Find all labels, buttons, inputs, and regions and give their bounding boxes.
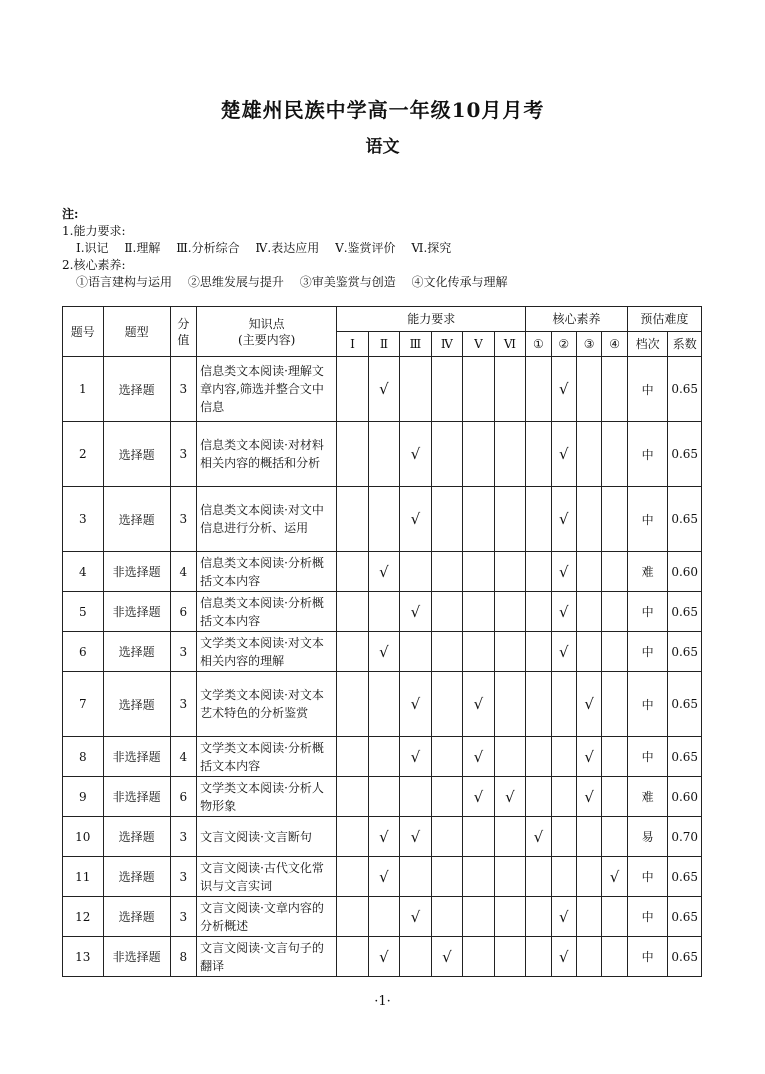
- question-number-cell: 12: [63, 897, 104, 937]
- question-type-cell: 选择题: [103, 422, 170, 487]
- ability-cell: [337, 632, 368, 672]
- ability-item: Ⅱ.理解: [124, 241, 161, 255]
- question-number-cell: 9: [63, 777, 104, 817]
- core-cell: [526, 487, 551, 552]
- ability-cell: [431, 357, 462, 422]
- core-check-mark: √: [551, 422, 576, 487]
- ability-cell: [337, 937, 368, 977]
- header-score-line2: 值: [177, 332, 190, 347]
- ability-check-mark: √: [400, 592, 431, 632]
- subject-title: 语文: [365, 137, 400, 157]
- difficulty-level-cell: 难: [627, 777, 668, 817]
- difficulty-level-cell: 中: [627, 897, 668, 937]
- question-type-cell: 选择题: [103, 817, 170, 857]
- header-score: [170, 307, 196, 357]
- core-check-mark: √: [576, 777, 601, 817]
- question-number-cell: 13: [63, 937, 104, 977]
- question-type-cell: 选择题: [103, 487, 170, 552]
- table-row: [63, 737, 702, 777]
- ability-cell: [463, 422, 494, 487]
- question-number-cell: 10: [63, 817, 104, 857]
- core-list: [62, 274, 508, 291]
- ability-cell: [431, 487, 462, 552]
- ability-cell: [431, 592, 462, 632]
- core-cell: [576, 632, 601, 672]
- header-knowledge-line1: 知识点: [248, 316, 285, 331]
- question-number-cell: 6: [63, 632, 104, 672]
- question-type-cell: 非选择题: [103, 592, 170, 632]
- ability-col-header: Ⅳ: [431, 332, 462, 357]
- table-row: [63, 357, 702, 422]
- difficulty-coef-cell: 0.65: [668, 422, 702, 487]
- score-cell: 3: [170, 357, 196, 422]
- core-cell: [576, 817, 601, 857]
- ability-col-header: Ⅱ: [368, 332, 399, 357]
- knowledge-point-cell: 信息类文本阅读·分析概括文本内容: [197, 592, 337, 632]
- ability-cell: [494, 357, 526, 422]
- core-check-mark: √: [526, 817, 551, 857]
- core-cell: [551, 737, 576, 777]
- ability-check-mark: √: [400, 817, 431, 857]
- difficulty-level-cell: 中: [627, 857, 668, 897]
- core-cell: [602, 357, 627, 422]
- score-cell: 3: [170, 422, 196, 487]
- core-cell: [526, 552, 551, 592]
- core-cell: [526, 857, 551, 897]
- core-cell: [602, 777, 627, 817]
- ability-check-mark: √: [368, 357, 399, 422]
- ability-cell: [368, 737, 399, 777]
- table-body: [63, 357, 702, 977]
- question-number-cell: 3: [63, 487, 104, 552]
- question-number-cell: 5: [63, 592, 104, 632]
- score-cell: 8: [170, 937, 196, 977]
- ability-item: Ⅳ.表达应用: [255, 241, 320, 255]
- core-cell: [576, 422, 601, 487]
- core-cell: [526, 632, 551, 672]
- core-cell: [526, 672, 551, 737]
- ability-cell: [463, 937, 494, 977]
- ability-cell: [494, 897, 526, 937]
- knowledge-point-cell: 信息类文本阅读·对材料相关内容的概括和分析: [197, 422, 337, 487]
- core-check-mark: √: [551, 357, 576, 422]
- ability-check-mark: √: [368, 817, 399, 857]
- core-check-mark: √: [551, 552, 576, 592]
- header-core: 核心素养: [526, 307, 628, 332]
- ability-col-header: Ⅲ: [400, 332, 431, 357]
- difficulty-coef-cell: 0.65: [668, 672, 702, 737]
- core-cell: [576, 357, 601, 422]
- knowledge-point-cell: 文学类文本阅读·分析人物形象: [197, 777, 337, 817]
- table-row: [63, 422, 702, 487]
- ability-cell: [337, 422, 368, 487]
- ability-cell: [368, 777, 399, 817]
- ability-check-mark: √: [400, 897, 431, 937]
- core-col-header: ④: [602, 332, 627, 357]
- difficulty-level-cell: 难: [627, 552, 668, 592]
- core-col-header: ②: [551, 332, 576, 357]
- table-row: [63, 672, 702, 737]
- ability-cell: [337, 672, 368, 737]
- table-row: [63, 552, 702, 592]
- difficulty-level-cell: 中: [627, 487, 668, 552]
- ability-list: [62, 240, 508, 257]
- core-check-mark: √: [551, 592, 576, 632]
- difficulty-coef-cell: 0.65: [668, 937, 702, 977]
- core-check-mark: √: [602, 857, 627, 897]
- core-cell: [576, 937, 601, 977]
- core-cell: [576, 897, 601, 937]
- difficulty-level-cell: 易: [627, 817, 668, 857]
- knowledge-point-cell: 文言文阅读·古代文化常识与文言实词: [197, 857, 337, 897]
- core-check-mark: √: [551, 937, 576, 977]
- ability-cell: [494, 937, 526, 977]
- ability-check-mark: √: [368, 857, 399, 897]
- ability-cell: [463, 632, 494, 672]
- core-cell: [602, 672, 627, 737]
- ability-col-header: Ⅵ: [494, 332, 526, 357]
- ability-cell: [337, 592, 368, 632]
- knowledge-point-cell: 信息类文本阅读·分析概括文本内容: [197, 552, 337, 592]
- knowledge-point-cell: 文言文阅读·文章内容的分析概述: [197, 897, 337, 937]
- ability-check-mark: √: [463, 777, 494, 817]
- ability-cell: [368, 422, 399, 487]
- page-title: 楚雄州民族中学高一年级10月月考: [220, 98, 545, 122]
- question-type-cell: 选择题: [103, 857, 170, 897]
- difficulty-coef-cell: 0.60: [668, 777, 702, 817]
- ability-cell: [463, 897, 494, 937]
- ability-item: Ⅰ.识记: [76, 241, 109, 255]
- ability-cell: [337, 897, 368, 937]
- question-number-cell: 7: [63, 672, 104, 737]
- header-difficulty: 预估难度: [627, 307, 701, 332]
- ability-cell: [431, 777, 462, 817]
- ability-cell: [431, 897, 462, 937]
- question-number-cell: 1: [63, 357, 104, 422]
- core-cell: [602, 552, 627, 592]
- question-type-cell: 非选择题: [103, 737, 170, 777]
- table-row: [63, 632, 702, 672]
- question-number-cell: 4: [63, 552, 104, 592]
- core-check-mark: √: [551, 632, 576, 672]
- difficulty-coef-cell: 0.65: [668, 632, 702, 672]
- ability-cell: [431, 737, 462, 777]
- core-item: ④文化传承与理解: [411, 275, 508, 289]
- difficulty-coef-cell: 0.65: [668, 592, 702, 632]
- core-cell: [551, 777, 576, 817]
- knowledge-point-cell: 文学类文本阅读·对文本艺术特色的分析鉴赏: [197, 672, 337, 737]
- ability-check-mark: √: [368, 552, 399, 592]
- core-cell: [526, 737, 551, 777]
- ability-cell: [463, 857, 494, 897]
- question-number-cell: 11: [63, 857, 104, 897]
- ability-cell: [431, 817, 462, 857]
- knowledge-point-cell: 信息类文本阅读·对文中信息进行分析、运用: [197, 487, 337, 552]
- score-cell: 3: [170, 817, 196, 857]
- ability-cell: [494, 632, 526, 672]
- ability-cell: [400, 632, 431, 672]
- difficulty-level-cell: 中: [627, 357, 668, 422]
- knowledge-point-cell: 信息类文本阅读·理解文章内容,筛选并整合文中信息: [197, 357, 337, 422]
- ability-cell: [400, 357, 431, 422]
- ability-cell: [431, 632, 462, 672]
- header-num: 题号: [63, 307, 104, 357]
- score-cell: 4: [170, 552, 196, 592]
- question-number-cell: 2: [63, 422, 104, 487]
- core-cell: [526, 777, 551, 817]
- ability-cell: [400, 937, 431, 977]
- score-cell: 3: [170, 857, 196, 897]
- difficulty-coef-cell: 0.65: [668, 487, 702, 552]
- difficulty-level-cell: 中: [627, 632, 668, 672]
- ability-cell: [368, 897, 399, 937]
- ability-cell: [494, 672, 526, 737]
- difficulty-coef-cell: 0.65: [668, 357, 702, 422]
- ability-cell: [368, 592, 399, 632]
- ability-cell: [431, 552, 462, 592]
- knowledge-point-cell: 文学类文本阅读·对文本相关内容的理解: [197, 632, 337, 672]
- core-check-mark: √: [551, 487, 576, 552]
- question-table: [62, 306, 702, 977]
- difficulty-level-cell: 中: [627, 672, 668, 737]
- core-check-mark: √: [576, 737, 601, 777]
- ability-cell: [463, 592, 494, 632]
- difficulty-level-cell: 中: [627, 937, 668, 977]
- knowledge-point-cell: 文言文阅读·文言句子的翻译: [197, 937, 337, 977]
- difficulty-coef-cell: 0.70: [668, 817, 702, 857]
- difficulty-coef-cell: 0.65: [668, 897, 702, 937]
- ability-check-mark: √: [494, 777, 526, 817]
- ability-col-header: Ⅰ: [337, 332, 368, 357]
- core-check-mark: √: [576, 672, 601, 737]
- table-row: [63, 897, 702, 937]
- core-item: ②思维发展与提升: [187, 275, 284, 289]
- ability-check-mark: √: [368, 632, 399, 672]
- question-type-cell: 选择题: [103, 897, 170, 937]
- ability-cell: [400, 552, 431, 592]
- core-cell: [526, 357, 551, 422]
- difficulty-coef-cell: 0.65: [668, 857, 702, 897]
- ability-cell: [463, 357, 494, 422]
- header-score-line1: 分: [177, 316, 190, 331]
- ability-cell: [494, 552, 526, 592]
- knowledge-point-cell: 文言文阅读·文言断句: [197, 817, 337, 857]
- core-cell: [551, 857, 576, 897]
- header-type: 题型: [103, 307, 170, 357]
- ability-cell: [337, 737, 368, 777]
- difficulty-coef-cell: 0.65: [668, 737, 702, 777]
- score-cell: 3: [170, 632, 196, 672]
- core-item: ①语言建构与运用: [76, 275, 173, 289]
- score-cell: 6: [170, 592, 196, 632]
- score-cell: 3: [170, 897, 196, 937]
- ability-cell: [494, 487, 526, 552]
- ability-check-mark: √: [431, 937, 462, 977]
- difficulty-level-cell: 中: [627, 737, 668, 777]
- core-cell: [576, 552, 601, 592]
- core-cell: [576, 592, 601, 632]
- question-type-cell: 非选择题: [103, 777, 170, 817]
- header-level: 档次: [627, 332, 668, 357]
- header-knowledge: [197, 307, 337, 357]
- core-cell: [602, 937, 627, 977]
- ability-item: Ⅵ.探究: [411, 241, 452, 255]
- ability-item: Ⅲ.分析综合: [176, 241, 240, 255]
- core-cell: [602, 592, 627, 632]
- core-item: ③审美鉴赏与创造: [299, 275, 396, 289]
- table-row: [63, 937, 702, 977]
- core-cell: [576, 487, 601, 552]
- core-check-mark: √: [551, 897, 576, 937]
- table-row: [63, 857, 702, 897]
- difficulty-level-cell: 中: [627, 592, 668, 632]
- ability-cell: [494, 857, 526, 897]
- ability-cell: [368, 487, 399, 552]
- page-number: ·1·: [374, 994, 391, 1009]
- notes-section: [62, 206, 508, 291]
- ability-cell: [337, 857, 368, 897]
- notes-label: 注:: [62, 207, 79, 221]
- ability-cell: [337, 487, 368, 552]
- ability-cell: [337, 817, 368, 857]
- core-cell: [602, 817, 627, 857]
- ability-cell: [431, 422, 462, 487]
- ability-cell: [463, 817, 494, 857]
- table-row: [63, 777, 702, 817]
- core-cell: [602, 632, 627, 672]
- core-cell: [576, 857, 601, 897]
- ability-check-mark: √: [400, 737, 431, 777]
- header-knowledge-line2: (主要内容): [237, 332, 296, 347]
- table-row: [63, 817, 702, 857]
- ability-cell: [337, 357, 368, 422]
- ability-cell: [400, 857, 431, 897]
- ability-cell: [463, 487, 494, 552]
- table-row: [63, 487, 702, 552]
- ability-heading: 1.能力要求:: [62, 224, 126, 238]
- ability-check-mark: √: [400, 422, 431, 487]
- question-type-cell: 非选择题: [103, 937, 170, 977]
- core-cell: [526, 422, 551, 487]
- ability-cell: [463, 552, 494, 592]
- knowledge-point-cell: 文学类文本阅读·分析概括文本内容: [197, 737, 337, 777]
- core-cell: [526, 937, 551, 977]
- core-col-header: ③: [576, 332, 601, 357]
- score-cell: 3: [170, 672, 196, 737]
- table-row: [63, 592, 702, 632]
- ability-cell: [494, 737, 526, 777]
- core-cell: [602, 897, 627, 937]
- ability-check-mark: √: [400, 487, 431, 552]
- ability-cell: [337, 777, 368, 817]
- header-ability: 能力要求: [337, 307, 526, 332]
- ability-cell: [431, 672, 462, 737]
- core-cell: [602, 737, 627, 777]
- header-coef: 系数: [668, 332, 702, 357]
- score-cell: 3: [170, 487, 196, 552]
- question-type-cell: 非选择题: [103, 552, 170, 592]
- difficulty-level-cell: 中: [627, 422, 668, 487]
- question-type-cell: 选择题: [103, 672, 170, 737]
- core-col-header: ①: [526, 332, 551, 357]
- difficulty-coef-cell: 0.60: [668, 552, 702, 592]
- question-number-cell: 8: [63, 737, 104, 777]
- ability-cell: [494, 817, 526, 857]
- core-cell: [526, 592, 551, 632]
- ability-cell: [400, 777, 431, 817]
- ability-item: Ⅴ.鉴赏评价: [335, 241, 396, 255]
- core-cell: [551, 817, 576, 857]
- ability-check-mark: √: [368, 937, 399, 977]
- core-cell: [602, 422, 627, 487]
- ability-cell: [494, 592, 526, 632]
- score-cell: 6: [170, 777, 196, 817]
- score-cell: 4: [170, 737, 196, 777]
- ability-cell: [337, 552, 368, 592]
- core-heading: 2.核心素养:: [62, 258, 126, 272]
- ability-col-header: Ⅴ: [463, 332, 494, 357]
- question-type-cell: 选择题: [103, 632, 170, 672]
- core-cell: [551, 672, 576, 737]
- ability-check-mark: √: [463, 672, 494, 737]
- question-type-cell: 选择题: [103, 357, 170, 422]
- ability-cell: [431, 857, 462, 897]
- core-cell: [602, 487, 627, 552]
- core-cell: [526, 897, 551, 937]
- ability-cell: [368, 672, 399, 737]
- ability-check-mark: √: [463, 737, 494, 777]
- ability-cell: [494, 422, 526, 487]
- ability-check-mark: √: [400, 672, 431, 737]
